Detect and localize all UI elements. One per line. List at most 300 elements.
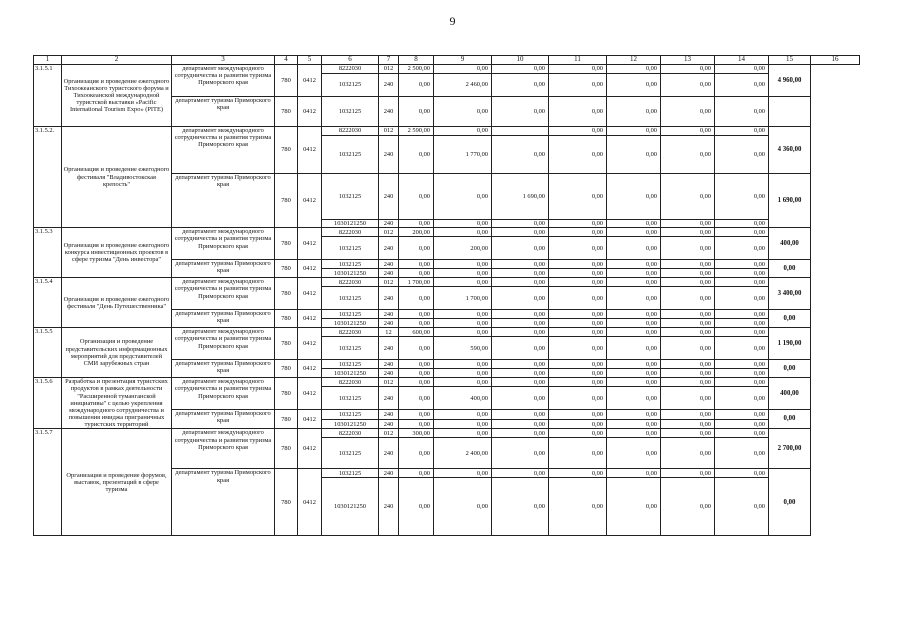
value-cell: 1 690,00 xyxy=(492,174,549,220)
value-cell: 0,00 xyxy=(492,369,549,378)
grbs-code: 780 xyxy=(275,228,298,260)
row-total: 4 960,00 xyxy=(769,65,811,97)
item-code: 3.1.5.3 xyxy=(34,228,62,278)
value-cell: 1032125 xyxy=(322,136,379,174)
column-header: 1 xyxy=(34,56,62,65)
row-total: 0,00 xyxy=(769,310,811,328)
value-cell: 0,00 xyxy=(492,378,549,387)
value-cell: 1032125 xyxy=(322,438,379,469)
value-cell: 0,00 xyxy=(492,360,549,369)
value-cell: 0,00 xyxy=(434,97,492,127)
department-cell: департамент международного сотрудничества и развития туризма Приморского края xyxy=(172,429,275,469)
department-cell: департамент международного сотрудничества и развития туризма Приморского края xyxy=(172,228,275,260)
row-total: 0,00 xyxy=(769,410,811,429)
value-cell: 0,00 xyxy=(492,278,549,287)
section-code: 0412 xyxy=(298,127,322,174)
section-code: 0412 xyxy=(298,378,322,410)
value-cell: 0,00 xyxy=(715,97,769,127)
value-cell: 0,00 xyxy=(715,228,769,237)
page-number: 9 xyxy=(449,14,456,28)
value-cell: 240 xyxy=(379,260,399,269)
value-cell: 0,00 xyxy=(661,310,715,319)
value-cell: 0,00 xyxy=(399,220,434,228)
value-cell: 240 xyxy=(379,319,399,328)
value-cell: 1032125 xyxy=(322,174,379,220)
value-cell: 0,00 xyxy=(715,310,769,319)
value-cell: 240 xyxy=(379,74,399,97)
value-cell: 0,00 xyxy=(607,319,661,328)
value-cell: 1 700,00 xyxy=(399,278,434,287)
item-code: 3.1.5.5 xyxy=(34,328,62,378)
value-cell: 0,00 xyxy=(492,310,549,319)
value-cell: 0,00 xyxy=(549,287,607,310)
grbs-code: 780 xyxy=(275,469,298,536)
value-cell: 8222030 xyxy=(322,328,379,337)
value-cell: 1030121250 xyxy=(322,220,379,228)
value-cell: 0,00 xyxy=(399,97,434,127)
row-total: 0,00 xyxy=(769,469,811,536)
value-cell: 2 500,00 xyxy=(399,65,434,74)
department-cell: департамент туризма Приморского края xyxy=(172,310,275,328)
value-cell: 0,00 xyxy=(661,237,715,260)
value-cell: 0,00 xyxy=(661,478,715,536)
value-cell: 0,00 xyxy=(549,429,607,438)
column-header: 4 xyxy=(275,56,298,65)
section-code: 0412 xyxy=(298,65,322,97)
value-cell: 0,00 xyxy=(715,260,769,269)
value-cell: 0,00 xyxy=(661,174,715,220)
value-cell: 0,00 xyxy=(661,319,715,328)
value-cell: 0,00 xyxy=(492,136,549,174)
value-cell: 1032125 xyxy=(322,360,379,369)
value-cell: 0,00 xyxy=(492,469,549,478)
value-cell: 240 xyxy=(379,420,399,429)
grbs-code: 780 xyxy=(275,328,298,360)
value-cell: 0,00 xyxy=(492,420,549,429)
value-cell: 0,00 xyxy=(607,127,661,136)
value-cell: 0,00 xyxy=(549,228,607,237)
value-cell: 240 xyxy=(379,220,399,228)
value-cell: 0,00 xyxy=(715,287,769,310)
value-cell: 0,00 xyxy=(549,360,607,369)
budget-table xyxy=(33,55,860,536)
value-cell: 0,00 xyxy=(661,220,715,228)
value-cell: 0,00 xyxy=(434,174,492,220)
value-cell: 0,00 xyxy=(715,378,769,387)
grbs-code: 780 xyxy=(275,174,298,228)
row-total: 0,00 xyxy=(769,360,811,378)
value-cell: 0,00 xyxy=(549,136,607,174)
item-code: 3.1.5.1 xyxy=(34,65,62,127)
column-header: 15 xyxy=(769,56,811,65)
item-name: Организация и проведение ежегодного конкурса инвестиционных проектов в сфере туризма "День инвестора" xyxy=(62,228,172,278)
grbs-code: 780 xyxy=(275,378,298,410)
value-cell: 0,00 xyxy=(715,328,769,337)
value-cell: 240 xyxy=(379,97,399,127)
value-cell: 0,00 xyxy=(715,269,769,278)
value-cell: 0,00 xyxy=(715,278,769,287)
section-code: 0412 xyxy=(298,469,322,536)
value-cell: 0,00 xyxy=(661,360,715,369)
value-cell: 0,00 xyxy=(399,174,434,220)
value-cell: 0,00 xyxy=(607,438,661,469)
value-cell: 0,00 xyxy=(549,469,607,478)
value-cell: 0,00 xyxy=(434,378,492,387)
value-cell: 0,00 xyxy=(399,74,434,97)
value-cell: 1032125 xyxy=(322,469,379,478)
value-cell: 0,00 xyxy=(492,269,549,278)
value-cell: 0,00 xyxy=(715,387,769,410)
value-cell: 0,00 xyxy=(715,65,769,74)
grbs-code: 780 xyxy=(275,278,298,310)
value-cell: 0,00 xyxy=(715,420,769,429)
value-cell: 0,00 xyxy=(434,319,492,328)
section-code: 0412 xyxy=(298,260,322,278)
value-cell: 0,00 xyxy=(661,136,715,174)
value-cell: 1032125 xyxy=(322,97,379,127)
value-cell: 0,00 xyxy=(434,420,492,429)
value-cell: 1032125 xyxy=(322,387,379,410)
value-cell: 0,00 xyxy=(715,469,769,478)
value-cell: 0,00 xyxy=(607,74,661,97)
value-cell: 240 xyxy=(379,136,399,174)
value-cell: 0,00 xyxy=(549,410,607,420)
value-cell: 0,00 xyxy=(549,337,607,360)
value-cell: 0,00 xyxy=(492,220,549,228)
value-cell: 0,00 xyxy=(715,369,769,378)
column-header: 7 xyxy=(379,56,399,65)
value-cell: 0,00 xyxy=(607,260,661,269)
value-cell: 1030121250 xyxy=(322,478,379,536)
value-cell: 240 xyxy=(379,360,399,369)
value-cell: 240 xyxy=(379,237,399,260)
department-cell: департамент международного сотрудничества и развития туризма Приморского края xyxy=(172,328,275,360)
value-cell: 0,00 xyxy=(607,97,661,127)
value-cell: 0,00 xyxy=(492,438,549,469)
value-cell: 0,00 xyxy=(399,360,434,369)
value-cell: 0,00 xyxy=(661,429,715,438)
value-cell: 0,00 xyxy=(715,127,769,136)
value-cell: 12 xyxy=(379,328,399,337)
value-cell: 0,00 xyxy=(715,174,769,220)
section-code: 0412 xyxy=(298,310,322,328)
value-cell: 0,00 xyxy=(607,278,661,287)
value-cell: 0,00 xyxy=(434,269,492,278)
grbs-code: 780 xyxy=(275,429,298,469)
section-code: 0412 xyxy=(298,410,322,429)
value-cell: 012 xyxy=(379,378,399,387)
value-cell: 0,00 xyxy=(399,269,434,278)
value-cell: 0,00 xyxy=(434,469,492,478)
value-cell: 0,00 xyxy=(549,310,607,319)
value-cell: 0,00 xyxy=(607,310,661,319)
value-cell: 0,00 xyxy=(492,65,549,74)
value-cell: 0,00 xyxy=(549,369,607,378)
value-cell: 0,00 xyxy=(607,228,661,237)
value-cell: 0,00 xyxy=(434,328,492,337)
value-cell: 0,00 xyxy=(492,429,549,438)
value-cell: 0,00 xyxy=(715,319,769,328)
header-row xyxy=(34,56,860,65)
value-cell: 2 460,00 xyxy=(434,74,492,97)
row-total xyxy=(769,97,811,127)
column-header: 5 xyxy=(298,56,322,65)
value-cell: 0,00 xyxy=(661,97,715,127)
value-cell: 1 700,00 xyxy=(434,287,492,310)
value-cell: 0,00 xyxy=(661,228,715,237)
value-cell: 0,00 xyxy=(607,337,661,360)
column-header: 3 xyxy=(172,56,275,65)
value-cell: 0,00 xyxy=(607,65,661,74)
grbs-code: 780 xyxy=(275,127,298,174)
value-cell: 1030121250 xyxy=(322,369,379,378)
value-cell: 0,00 xyxy=(434,360,492,369)
value-cell: 0,00 xyxy=(549,74,607,97)
value-cell: 0,00 xyxy=(399,420,434,429)
value-cell: 0,00 xyxy=(661,387,715,410)
value-cell: 0,00 xyxy=(549,269,607,278)
value-cell: 012 xyxy=(379,429,399,438)
value-cell: 0,00 xyxy=(549,260,607,269)
value-cell: 0,00 xyxy=(661,438,715,469)
item-code: 3.1.5.4 xyxy=(34,278,62,328)
value-cell: 0,00 xyxy=(399,410,434,420)
value-cell: 0,00 xyxy=(434,369,492,378)
value-cell: 0,00 xyxy=(492,228,549,237)
value-cell: 0,00 xyxy=(661,269,715,278)
item-name: Организация и проведение представительских информационных мероприятий для представителей СМИ зарубежных стран xyxy=(62,328,172,378)
item-name: Разработка и презентация туристских продуктов в рамках деятельности "Расширенной туманганской инициативы" с целью укрепления международного сотрудничества и повышения имиджа приграничных туристских территорий xyxy=(62,378,172,429)
value-cell: 240 xyxy=(379,287,399,310)
section-code: 0412 xyxy=(298,278,322,310)
value-cell: 0,00 xyxy=(715,136,769,174)
value-cell: 0,00 xyxy=(607,269,661,278)
section-code: 0412 xyxy=(298,429,322,469)
value-cell: 240 xyxy=(379,387,399,410)
value-cell: 0,00 xyxy=(434,410,492,420)
value-cell: 240 xyxy=(379,478,399,536)
value-cell: 0,00 xyxy=(492,260,549,269)
section-code: 0412 xyxy=(298,360,322,378)
value-cell: 240 xyxy=(379,369,399,378)
column-header: 2 xyxy=(62,56,172,65)
value-cell: 0,00 xyxy=(434,127,492,136)
value-cell: 0,00 xyxy=(661,74,715,97)
item-name: Организация и проведение форумов, выставок, презентаций в сфере туризма xyxy=(62,429,172,536)
value-cell: 0,00 xyxy=(549,438,607,469)
value-cell: 0,00 xyxy=(399,287,434,310)
value-cell: 8222030 xyxy=(322,228,379,237)
value-cell: 0,00 xyxy=(399,478,434,536)
value-cell: 0,00 xyxy=(492,328,549,337)
item-name: Организация и проведение ежегодного Тихоокеанского туристского форума и Тихоокеанской международной туристской выставки «Pacific International Tourism Expo» (PITE) xyxy=(62,65,172,127)
table-row xyxy=(34,127,860,136)
value-cell: 0,00 xyxy=(434,278,492,287)
column-header: 8 xyxy=(399,56,434,65)
value-cell: 0,00 xyxy=(715,438,769,469)
grbs-code: 780 xyxy=(275,260,298,278)
row-total: 2 700,00 xyxy=(769,429,811,469)
value-cell: 0,00 xyxy=(661,287,715,310)
value-cell: 0,00 xyxy=(607,410,661,420)
department-cell: департамент туризма Приморского края xyxy=(172,410,275,429)
item-code: 3.1.5.6 xyxy=(34,378,62,429)
value-cell: 0,00 xyxy=(549,478,607,536)
value-cell: 0,00 xyxy=(607,136,661,174)
value-cell: 0,00 xyxy=(549,278,607,287)
value-cell: 0,00 xyxy=(661,337,715,360)
grbs-code: 780 xyxy=(275,310,298,328)
grbs-code: 780 xyxy=(275,360,298,378)
value-cell: 0,00 xyxy=(715,429,769,438)
column-header: 9 xyxy=(434,56,492,65)
value-cell: 0,00 xyxy=(434,220,492,228)
value-cell: 012 xyxy=(379,65,399,74)
value-cell: 0,00 xyxy=(607,478,661,536)
value-cell: 0,00 xyxy=(715,410,769,420)
value-cell xyxy=(492,127,549,136)
value-cell: 240 xyxy=(379,410,399,420)
value-cell: 0,00 xyxy=(549,378,607,387)
item-code: 3.1.5.7 xyxy=(34,429,62,536)
value-cell: 0,00 xyxy=(399,310,434,319)
value-cell: 0,00 xyxy=(661,469,715,478)
value-cell: 240 xyxy=(379,469,399,478)
value-cell: 0,00 xyxy=(492,237,549,260)
value-cell: 012 xyxy=(379,278,399,287)
column-header: 6 xyxy=(322,56,379,65)
value-cell: 240 xyxy=(379,174,399,220)
value-cell: 0,00 xyxy=(661,260,715,269)
value-cell: 0,00 xyxy=(492,319,549,328)
value-cell: 1032125 xyxy=(322,310,379,319)
column-header: 11 xyxy=(549,56,607,65)
value-cell: 8222030 xyxy=(322,127,379,136)
grbs-code: 780 xyxy=(275,65,298,97)
table-row xyxy=(34,278,860,287)
table-row xyxy=(34,429,860,438)
row-total: 0,00 xyxy=(769,260,811,278)
value-cell: 0,00 xyxy=(399,387,434,410)
table-row xyxy=(34,328,860,337)
row-total: 3 400,00 xyxy=(769,278,811,310)
grbs-code: 780 xyxy=(275,410,298,429)
row-total: 1 690,00 xyxy=(769,174,811,228)
value-cell: 1032125 xyxy=(322,337,379,360)
value-cell: 0,00 xyxy=(492,97,549,127)
value-cell: 0,00 xyxy=(715,237,769,260)
value-cell: 200,00 xyxy=(399,228,434,237)
value-cell: 2 400,00 xyxy=(434,438,492,469)
table-row xyxy=(34,228,860,237)
value-cell: 200,00 xyxy=(434,237,492,260)
value-cell: 1032125 xyxy=(322,260,379,269)
section-code: 0412 xyxy=(298,97,322,127)
value-cell: 0,00 xyxy=(434,260,492,269)
value-cell: 0,00 xyxy=(607,174,661,220)
value-cell: 0,00 xyxy=(434,310,492,319)
value-cell: 0,00 xyxy=(607,328,661,337)
value-cell: 0,00 xyxy=(399,260,434,269)
value-cell: 1032125 xyxy=(322,237,379,260)
department-cell: департамент международного сотрудничества и развития туризма Приморского края xyxy=(172,378,275,410)
value-cell: 0,00 xyxy=(715,337,769,360)
value-cell: 0,00 xyxy=(607,369,661,378)
value-cell: 0,00 xyxy=(399,438,434,469)
value-cell: 1030121250 xyxy=(322,269,379,278)
value-cell: 0,00 xyxy=(399,369,434,378)
value-cell: 0,00 xyxy=(399,237,434,260)
column-header: 12 xyxy=(607,56,661,65)
row-total: 400,00 xyxy=(769,378,811,410)
value-cell: 0,00 xyxy=(661,328,715,337)
value-cell: 0,00 xyxy=(549,127,607,136)
value-cell: 0,00 xyxy=(607,429,661,438)
department-cell: департамент туризма Приморского края xyxy=(172,260,275,278)
value-cell: 240 xyxy=(379,269,399,278)
value-cell: 1032125 xyxy=(322,74,379,97)
value-cell: 0,00 xyxy=(434,228,492,237)
grbs-code: 780 xyxy=(275,97,298,127)
item-code: 3.1.5.2. xyxy=(34,127,62,228)
column-header: 13 xyxy=(661,56,715,65)
value-cell: 300,00 xyxy=(399,429,434,438)
value-cell: 0,00 xyxy=(399,319,434,328)
value-cell: 0,00 xyxy=(607,469,661,478)
value-cell: 0,00 xyxy=(607,237,661,260)
value-cell: 0,00 xyxy=(549,328,607,337)
value-cell: 8222030 xyxy=(322,378,379,387)
value-cell: 0,00 xyxy=(399,337,434,360)
department-cell: департамент международного сотрудничества и развития туризма Приморского края xyxy=(172,278,275,310)
department-cell: департамент туризма Приморского края xyxy=(172,97,275,127)
value-cell: 1032125 xyxy=(322,410,379,420)
value-cell: 0,00 xyxy=(492,337,549,360)
value-cell: 400,00 xyxy=(434,387,492,410)
value-cell: 0,00 xyxy=(492,74,549,97)
department-cell: департамент туризма Приморского края xyxy=(172,174,275,228)
value-cell: 590,00 xyxy=(434,337,492,360)
row-total: 4 360,00 xyxy=(769,127,811,174)
value-cell: 0,00 xyxy=(661,410,715,420)
value-cell: 2 590,00 xyxy=(399,127,434,136)
value-cell: 0,00 xyxy=(549,387,607,410)
item-name: Организация и проведение ежегодного фестиваля "День Путешественника" xyxy=(62,278,172,328)
value-cell: 0,00 xyxy=(661,127,715,136)
row-total: 400,00 xyxy=(769,228,811,260)
value-cell: 0,00 xyxy=(399,136,434,174)
column-header: 16 xyxy=(811,56,860,65)
value-cell: 0,00 xyxy=(549,220,607,228)
value-cell: 0,00 xyxy=(434,478,492,536)
column-header: 10 xyxy=(492,56,549,65)
table-row xyxy=(34,378,860,387)
value-cell: 0,00 xyxy=(661,420,715,429)
value-cell: 600,00 xyxy=(399,328,434,337)
value-cell: 0,00 xyxy=(492,478,549,536)
value-cell: 0,00 xyxy=(549,174,607,220)
value-cell: 0,00 xyxy=(492,287,549,310)
value-cell: 8222030 xyxy=(322,278,379,287)
value-cell: 0,00 xyxy=(549,420,607,429)
column-header: 14 xyxy=(715,56,769,65)
value-cell: 240 xyxy=(379,438,399,469)
table-row xyxy=(34,65,860,74)
value-cell: 0,00 xyxy=(607,378,661,387)
value-cell: 0,00 xyxy=(549,97,607,127)
item-name: Организация и проведение ежегодного фестиваля "Владивостокская крепость" xyxy=(62,127,172,228)
value-cell: 0,00 xyxy=(549,319,607,328)
